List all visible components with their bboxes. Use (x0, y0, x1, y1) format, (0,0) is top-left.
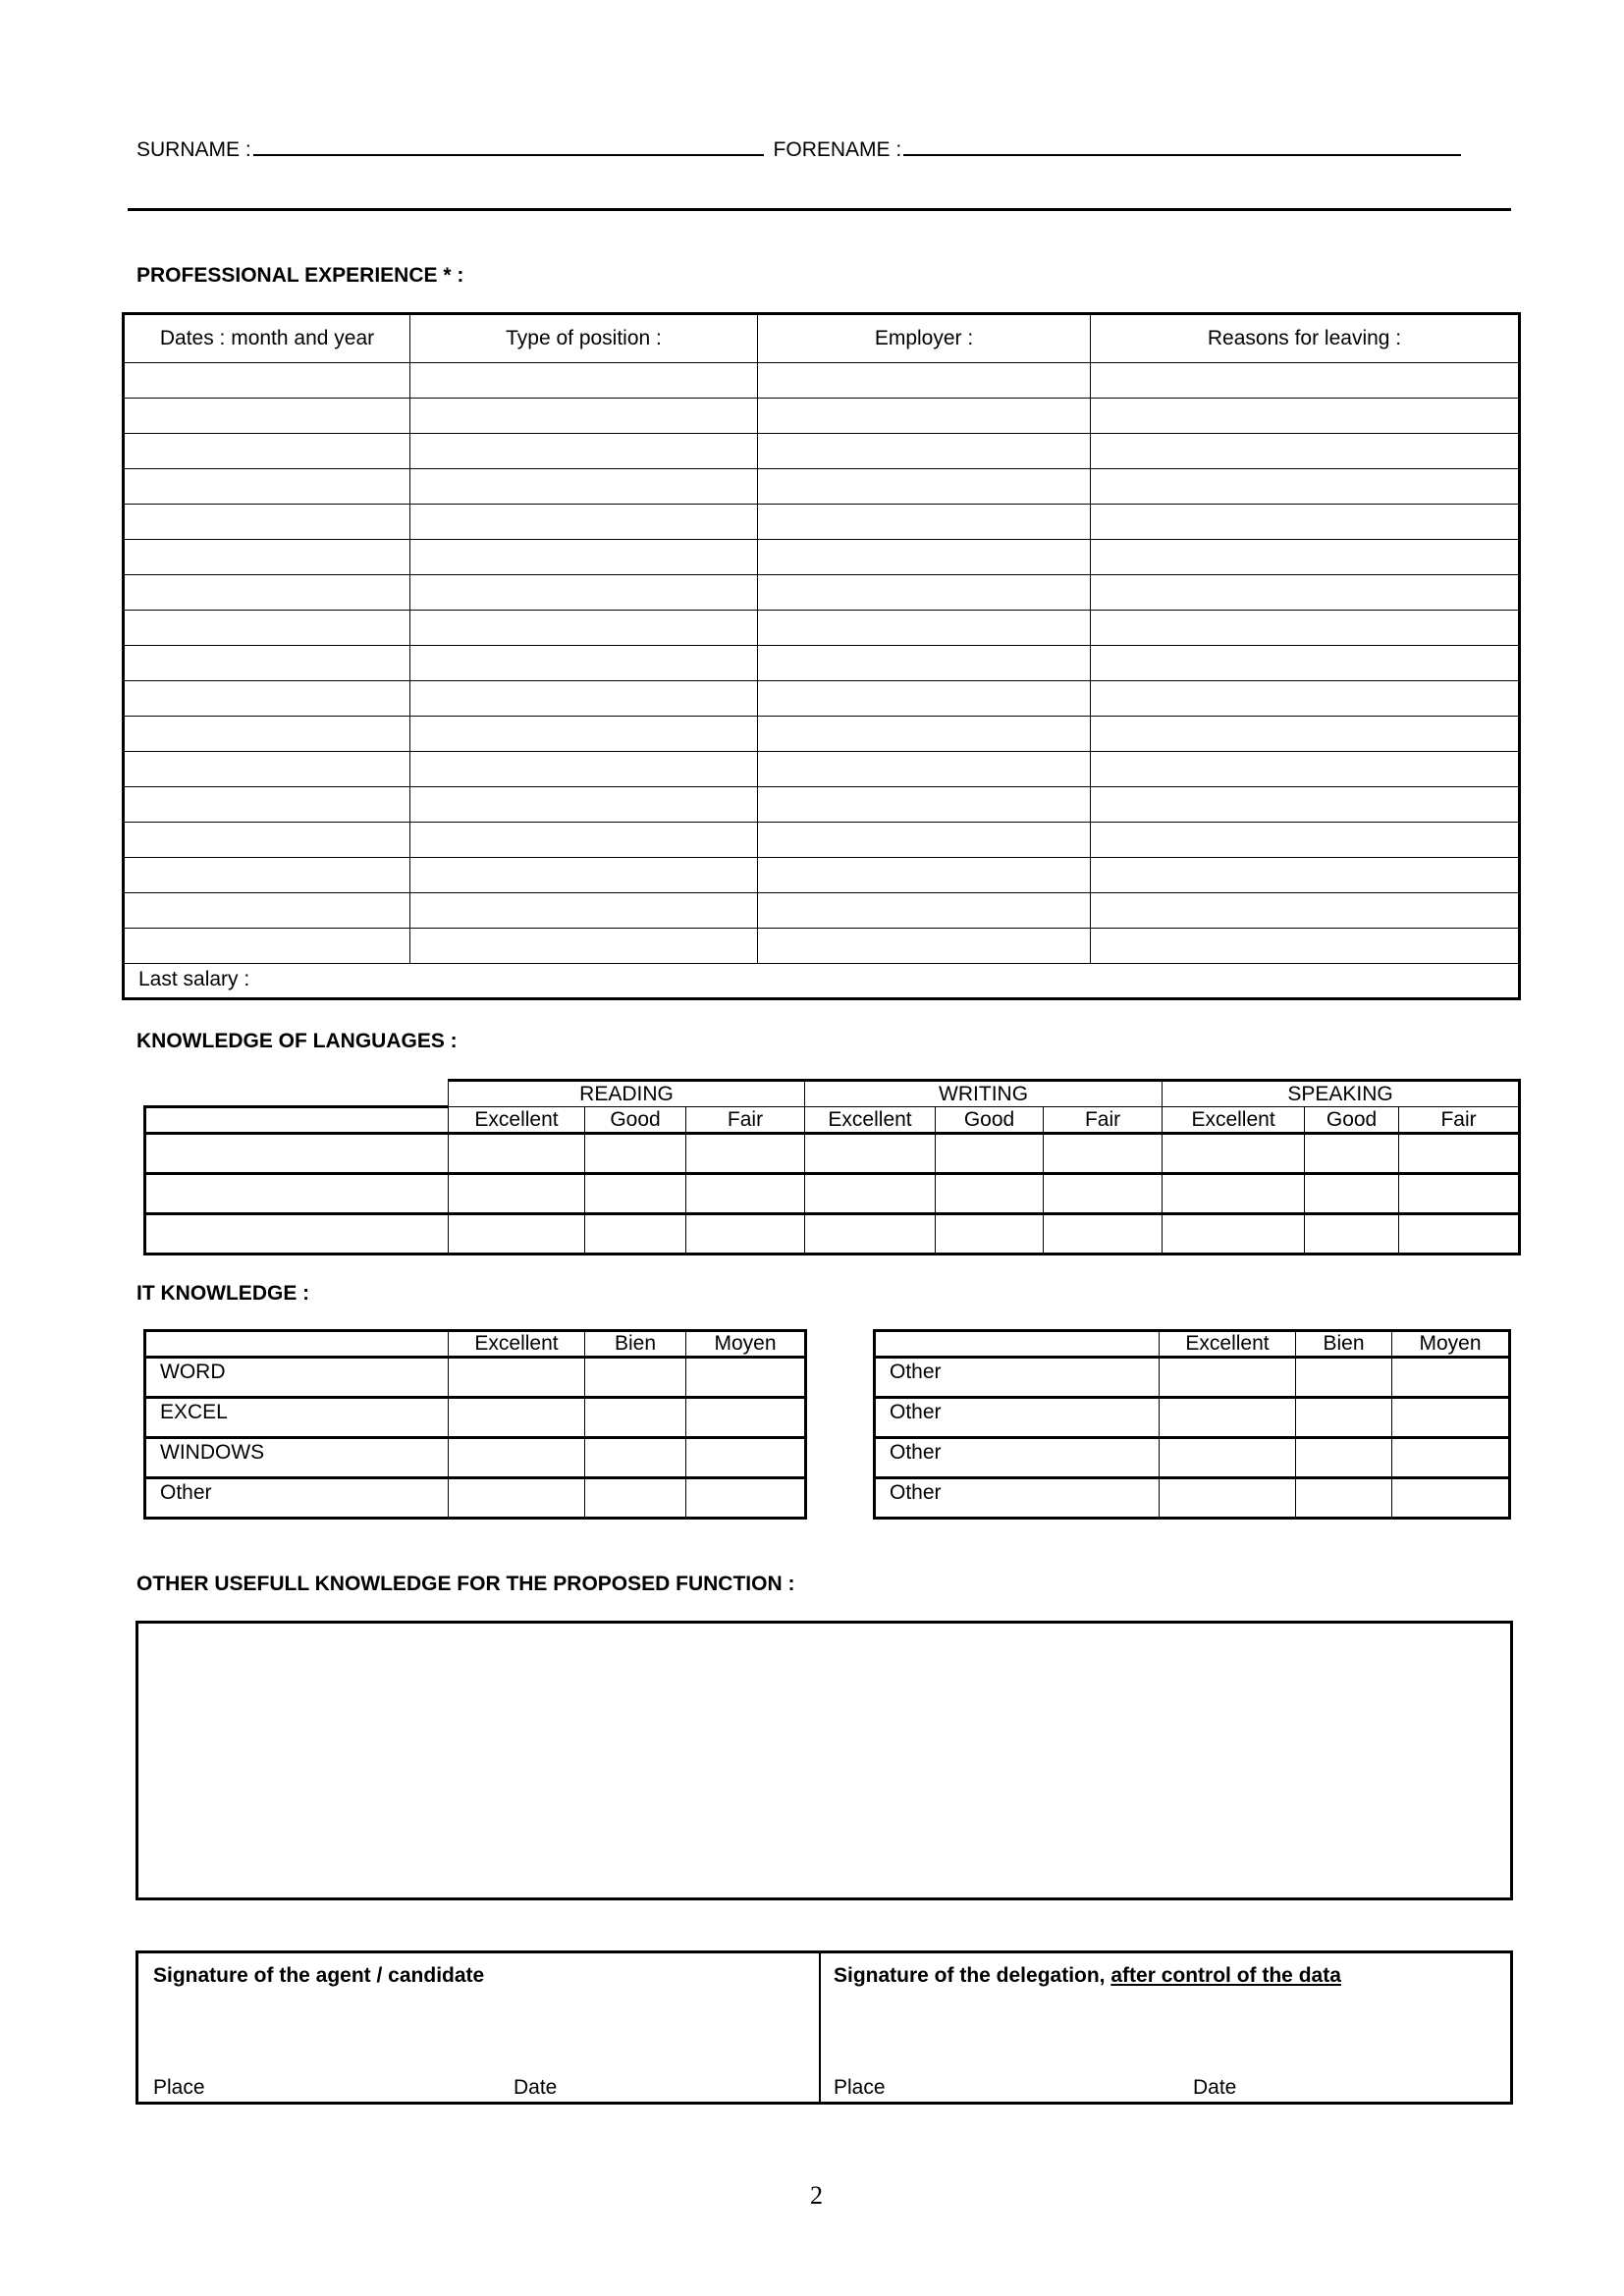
it-row-left (145, 1358, 806, 1398)
dates-cell[interactable] (124, 858, 410, 893)
employer-cell[interactable] (758, 399, 1091, 434)
languages-heading: KNOWLEDGE OF LANGUAGES : (136, 1030, 458, 1052)
it-level-cell[interactable] (1160, 1438, 1296, 1478)
level-header-speaking-fair: Fair (1399, 1107, 1520, 1134)
language-level-cell[interactable] (1399, 1174, 1520, 1214)
employer-cell[interactable] (758, 434, 1091, 469)
level-header-writing-excellent: Excellent (805, 1107, 936, 1134)
language-level-cell[interactable] (1044, 1134, 1163, 1174)
position-cell[interactable] (410, 505, 758, 540)
surname-label: SURNAME : (136, 138, 251, 161)
level-header-reading-fair: Fair (686, 1107, 805, 1134)
dates-cell[interactable] (124, 434, 410, 469)
employer-cell[interactable] (758, 787, 1091, 823)
position-cell[interactable] (410, 611, 758, 646)
last-salary-field[interactable] (124, 964, 1520, 999)
language-level-cell[interactable] (686, 1214, 805, 1255)
it-level-cell[interactable] (449, 1438, 585, 1478)
employer-cell[interactable] (758, 505, 1091, 540)
position-cell[interactable] (410, 787, 758, 823)
language-level-cell[interactable] (1163, 1174, 1305, 1214)
signature-agent-title: Signature of the agent / candidate (153, 1964, 485, 1987)
group-header-reading: READING (449, 1081, 805, 1107)
it-level-cell[interactable] (1392, 1438, 1510, 1478)
professional-experience-heading: PROFESSIONAL EXPERIENCE * : (136, 264, 464, 287)
it-level-cell[interactable] (585, 1438, 686, 1478)
position-cell[interactable] (410, 646, 758, 681)
level-header-writing-fair: Fair (1044, 1107, 1163, 1134)
table-row (124, 858, 1520, 893)
it-row-left (145, 1478, 806, 1519)
position-cell[interactable] (410, 681, 758, 717)
employer-cell[interactable] (758, 469, 1091, 505)
it-row-right (875, 1478, 1510, 1519)
language-name-header (145, 1107, 449, 1134)
reasons-cell[interactable] (1091, 893, 1520, 929)
it-level-header-excellent: Excellent (449, 1331, 585, 1358)
it-header-row (145, 1331, 806, 1358)
forename-label: FORENAME : (773, 138, 902, 161)
level-header-reading-good: Good (585, 1107, 686, 1134)
it-level-cell[interactable] (1160, 1398, 1296, 1438)
position-cell[interactable] (410, 717, 758, 752)
page-number: 2 (810, 2181, 823, 2210)
delegation-date-label: Date (1193, 2076, 1237, 2099)
it-skill-label: Other (875, 1358, 1160, 1398)
it-level-cell[interactable] (686, 1478, 806, 1519)
reasons-cell[interactable] (1091, 505, 1520, 540)
it-level-cell[interactable] (686, 1438, 806, 1478)
reasons-cell[interactable] (1091, 823, 1520, 858)
it-level-cell[interactable] (1296, 1398, 1392, 1438)
dates-cell[interactable] (124, 646, 410, 681)
reasons-cell[interactable] (1091, 717, 1520, 752)
other-knowledge-textarea[interactable] (135, 1621, 1513, 1900)
it-corner-cell (145, 1331, 449, 1358)
table-header-row (124, 314, 1520, 363)
it-level-cell[interactable] (686, 1358, 806, 1398)
it-level-cell[interactable] (585, 1358, 686, 1398)
table-row (124, 363, 1520, 399)
position-cell[interactable] (410, 929, 758, 964)
table-row (124, 752, 1520, 787)
employer-cell[interactable] (758, 611, 1091, 646)
it-row-right (875, 1358, 1510, 1398)
language-name-cell[interactable] (145, 1134, 449, 1174)
reasons-cell[interactable] (1091, 611, 1520, 646)
it-row-right (875, 1438, 1510, 1478)
dates-cell[interactable] (124, 893, 410, 929)
reasons-cell[interactable] (1091, 752, 1520, 787)
language-level-cell[interactable] (1163, 1214, 1305, 1255)
name-line (136, 136, 1465, 160)
it-level-cell[interactable] (585, 1478, 686, 1519)
table-row (124, 505, 1520, 540)
position-cell[interactable] (410, 575, 758, 611)
language-name-cell[interactable] (145, 1174, 449, 1214)
employer-cell[interactable] (758, 540, 1091, 575)
language-level-cell[interactable] (936, 1214, 1044, 1255)
reasons-cell[interactable] (1091, 646, 1520, 681)
employer-cell[interactable] (758, 363, 1091, 399)
last-salary-label: Last salary : (138, 968, 250, 990)
dates-cell[interactable] (124, 787, 410, 823)
position-cell[interactable] (410, 399, 758, 434)
table-row (124, 893, 1520, 929)
language-level-cell[interactable] (449, 1134, 585, 1174)
language-level-cell[interactable] (449, 1214, 585, 1255)
dates-cell[interactable] (124, 823, 410, 858)
dates-cell[interactable] (124, 611, 410, 646)
reasons-cell[interactable] (1091, 858, 1520, 893)
it-level-header-excellent: Excellent (1160, 1331, 1296, 1358)
language-row (145, 1174, 1520, 1214)
it-level-cell[interactable] (1392, 1478, 1510, 1519)
it-skill-label: WINDOWS (145, 1438, 449, 1478)
it-level-cell[interactable] (1392, 1398, 1510, 1438)
column-header-position: Type of position : (410, 314, 758, 363)
it-level-cell[interactable] (686, 1398, 806, 1438)
signature-agent-area[interactable] (138, 1993, 819, 2071)
table-row (124, 434, 1520, 469)
language-level-cell[interactable] (1044, 1214, 1163, 1255)
it-skill-label: Other (875, 1398, 1160, 1438)
it-row-right (875, 1398, 1510, 1438)
language-level-cell[interactable] (1163, 1134, 1305, 1174)
language-level-cell[interactable] (1044, 1174, 1163, 1214)
language-level-cell[interactable] (686, 1134, 805, 1174)
languages-table (143, 1079, 1521, 1255)
signature-delegation-title-text: Signature of the delegation, (834, 1964, 1111, 1987)
agent-place-label: Place (153, 2076, 205, 2099)
level-header-row (145, 1107, 1520, 1134)
language-level-cell[interactable] (1399, 1214, 1520, 1255)
it-level-cell[interactable] (1160, 1478, 1296, 1519)
language-level-cell[interactable] (805, 1214, 936, 1255)
language-level-cell[interactable] (585, 1214, 686, 1255)
dates-cell[interactable] (124, 363, 410, 399)
employer-cell[interactable] (758, 717, 1091, 752)
position-cell[interactable] (410, 363, 758, 399)
other-knowledge-heading: OTHER USEFULL KNOWLEDGE FOR THE PROPOSED FUNCTION : (136, 1573, 795, 1595)
column-header-dates: Dates : month and year (124, 314, 410, 363)
it-skill-label: WORD (145, 1358, 449, 1398)
professional-experience-table (122, 312, 1521, 1000)
dates-cell[interactable] (124, 469, 410, 505)
it-row-left (145, 1398, 806, 1438)
surname-field[interactable] (253, 136, 764, 156)
employer-cell[interactable] (758, 575, 1091, 611)
it-level-cell[interactable] (1160, 1358, 1296, 1398)
position-cell[interactable] (410, 858, 758, 893)
it-level-cell[interactable] (449, 1478, 585, 1519)
empty-corner (145, 1081, 449, 1107)
table-row (124, 646, 1520, 681)
language-level-cell[interactable] (1305, 1174, 1399, 1214)
position-cell[interactable] (410, 893, 758, 929)
language-level-cell[interactable] (585, 1174, 686, 1214)
employer-cell[interactable] (758, 858, 1091, 893)
employer-cell[interactable] (758, 752, 1091, 787)
table-row (124, 611, 1520, 646)
it-level-cell[interactable] (1296, 1438, 1392, 1478)
language-row (145, 1134, 1520, 1174)
table-row (124, 540, 1520, 575)
reasons-cell[interactable] (1091, 787, 1520, 823)
position-cell[interactable] (410, 752, 758, 787)
language-level-cell[interactable] (449, 1174, 585, 1214)
delegation-place-label: Place (834, 2076, 886, 2099)
it-level-cell[interactable] (1392, 1358, 1510, 1398)
it-level-cell[interactable] (449, 1398, 585, 1438)
table-row (124, 575, 1520, 611)
it-corner-cell (875, 1331, 1160, 1358)
language-row (145, 1214, 1520, 1255)
level-header-speaking-excellent: Excellent (1163, 1107, 1305, 1134)
employer-cell[interactable] (758, 929, 1091, 964)
table-row (124, 787, 1520, 823)
language-level-cell[interactable] (936, 1134, 1044, 1174)
it-knowledge-heading: IT KNOWLEDGE : (136, 1282, 310, 1305)
employer-cell[interactable] (758, 823, 1091, 858)
dates-cell[interactable] (124, 717, 410, 752)
it-knowledge-table-left (143, 1329, 807, 1520)
reasons-cell[interactable] (1091, 363, 1520, 399)
position-cell[interactable] (410, 434, 758, 469)
signature-delegation-title (834, 1965, 1341, 1986)
dates-cell[interactable] (124, 505, 410, 540)
it-knowledge-table-right (873, 1329, 1511, 1520)
signature-delegation-area[interactable] (821, 1993, 1510, 2071)
language-level-cell[interactable] (1305, 1134, 1399, 1174)
signature-delegation-underlined: after control of the data (1110, 1964, 1341, 1987)
dates-cell[interactable] (124, 540, 410, 575)
reasons-cell[interactable] (1091, 540, 1520, 575)
header-divider (128, 208, 1511, 211)
it-level-cell[interactable] (585, 1398, 686, 1438)
it-level-cell[interactable] (449, 1358, 585, 1398)
it-header-row (875, 1331, 1510, 1358)
table-row (124, 823, 1520, 858)
employer-cell[interactable] (758, 893, 1091, 929)
it-level-header-moyen: Moyen (1392, 1331, 1510, 1358)
position-cell[interactable] (410, 540, 758, 575)
column-header-employer: Employer : (758, 314, 1091, 363)
dates-cell[interactable] (124, 929, 410, 964)
dates-cell[interactable] (124, 399, 410, 434)
dates-cell[interactable] (124, 575, 410, 611)
it-skill-label: Other (145, 1478, 449, 1519)
dates-cell[interactable] (124, 681, 410, 717)
language-level-cell[interactable] (936, 1174, 1044, 1214)
table-row (124, 681, 1520, 717)
it-level-cell[interactable] (1296, 1358, 1392, 1398)
agent-date-label: Date (514, 2076, 558, 2099)
reasons-cell[interactable] (1091, 575, 1520, 611)
signature-section (135, 1950, 1513, 2105)
level-header-reading-excellent: Excellent (449, 1107, 585, 1134)
it-level-header-bien: Bien (585, 1331, 686, 1358)
group-header-speaking: SPEAKING (1163, 1081, 1520, 1107)
it-level-cell[interactable] (1296, 1478, 1392, 1519)
it-level-header-bien: Bien (1296, 1331, 1392, 1358)
table-row (124, 469, 1520, 505)
language-level-cell[interactable] (1305, 1214, 1399, 1255)
it-level-header-moyen: Moyen (686, 1331, 806, 1358)
language-level-cell[interactable] (686, 1174, 805, 1214)
it-skill-label: Other (875, 1478, 1160, 1519)
reasons-cell[interactable] (1091, 929, 1520, 964)
column-header-reasons: Reasons for leaving : (1091, 314, 1520, 363)
last-salary-row (124, 964, 1520, 999)
language-level-cell[interactable] (805, 1134, 936, 1174)
employer-cell[interactable] (758, 681, 1091, 717)
employer-cell[interactable] (758, 646, 1091, 681)
dates-cell[interactable] (124, 752, 410, 787)
level-header-speaking-good: Good (1305, 1107, 1399, 1134)
it-skill-label: EXCEL (145, 1398, 449, 1438)
forename-field[interactable] (903, 136, 1461, 156)
position-cell[interactable] (410, 823, 758, 858)
table-row (124, 929, 1520, 964)
group-header-writing: WRITING (805, 1081, 1163, 1107)
reasons-cell[interactable] (1091, 681, 1520, 717)
table-row (124, 399, 1520, 434)
language-level-cell[interactable] (585, 1134, 686, 1174)
table-row (124, 717, 1520, 752)
language-level-cell[interactable] (805, 1174, 936, 1214)
reasons-cell[interactable] (1091, 469, 1520, 505)
reasons-cell[interactable] (1091, 399, 1520, 434)
reasons-cell[interactable] (1091, 434, 1520, 469)
language-level-cell[interactable] (1399, 1134, 1520, 1174)
level-header-writing-good: Good (936, 1107, 1044, 1134)
position-cell[interactable] (410, 469, 758, 505)
it-skill-label: Other (875, 1438, 1160, 1478)
it-row-left (145, 1438, 806, 1478)
language-name-cell[interactable] (145, 1214, 449, 1255)
